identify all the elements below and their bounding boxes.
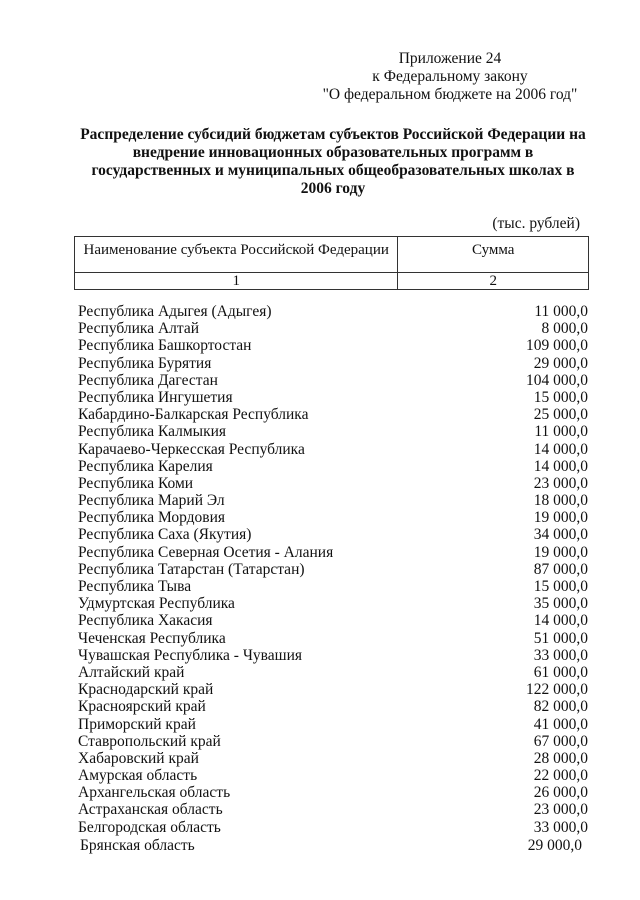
subject-amount: 19 000,0 xyxy=(533,543,588,561)
table-row xyxy=(78,406,588,423)
table-row xyxy=(78,389,588,406)
column-header-subject: Наименование субъекта Российской Федерации xyxy=(75,237,398,273)
subject-name: Республика Калмыкия xyxy=(78,423,227,441)
table-row xyxy=(78,750,588,767)
table-row xyxy=(78,320,588,337)
subject-name: Хабаровский край xyxy=(78,749,199,767)
subject-name: Архангельская область xyxy=(78,784,231,802)
subject-name: Республика Алтай xyxy=(78,320,200,338)
subject-name: Удмуртская Республика xyxy=(78,595,235,613)
subject-name: Республика Мордовия xyxy=(78,509,226,527)
table-row xyxy=(78,355,588,372)
subject-name: Республика Ингушетия xyxy=(78,388,233,406)
table-row xyxy=(78,544,588,561)
subject-amount: 109 000,0 xyxy=(526,337,588,355)
column-number-row xyxy=(75,273,589,290)
subject-amount: 41 000,0 xyxy=(533,715,588,733)
table-row xyxy=(78,337,588,354)
table-row xyxy=(78,716,588,733)
table-header-row xyxy=(75,237,589,273)
subject-amount: 11 000,0 xyxy=(534,303,588,320)
subject-name: Белгородская область xyxy=(78,818,221,836)
subject-amount: 14 000,0 xyxy=(533,612,588,630)
table-row xyxy=(78,767,588,784)
subject-name: Брянская область xyxy=(80,836,195,854)
subject-amount: 51 000,0 xyxy=(533,629,588,647)
table-row xyxy=(78,837,588,854)
title-line-3: государственных и муниципальных общеобразовательных школах в xyxy=(91,162,575,179)
subject-name: Республика Башкортостан xyxy=(78,337,252,355)
subject-name: Амурская область xyxy=(78,767,198,785)
subject-amount: 11 000,0 xyxy=(534,423,588,441)
subject-amount: 29 000,0 xyxy=(527,836,582,854)
table-row xyxy=(78,423,588,440)
subject-amount: 122 000,0 xyxy=(526,681,588,699)
subject-amount: 29 000,0 xyxy=(533,354,588,372)
subject-amount: 14 000,0 xyxy=(533,457,588,475)
subject-name: Ставропольский край xyxy=(78,732,221,750)
table-row xyxy=(78,509,588,526)
subject-name: Краснодарский край xyxy=(78,681,214,699)
subject-name: Кабардино-Балкарская Республика xyxy=(78,406,309,424)
subject-name: Республика Саха (Якутия) xyxy=(78,526,252,544)
column-number-1: 1 xyxy=(75,273,398,290)
table-row xyxy=(78,664,588,681)
table-row xyxy=(78,733,588,750)
subject-name: Республика Татарстан (Татарстан) xyxy=(78,560,305,578)
table-row xyxy=(78,595,588,612)
subject-amount: 104 000,0 xyxy=(526,371,588,389)
title-line-2: внедрение инновационных образовательных программ в xyxy=(132,144,534,161)
subject-amount: 82 000,0 xyxy=(533,698,588,716)
subject-name: Республика Карелия xyxy=(78,457,213,475)
table-row xyxy=(78,578,588,595)
subject-amount: 23 000,0 xyxy=(533,801,588,819)
table-row xyxy=(78,561,588,578)
table-header xyxy=(74,236,589,290)
subject-amount: 25 000,0 xyxy=(533,406,588,424)
subject-amount: 14 000,0 xyxy=(533,440,588,458)
document-title xyxy=(78,126,588,198)
table-row xyxy=(78,303,588,320)
subject-name: Карачаево-Черкесская Республика xyxy=(78,440,305,458)
subject-name: Красноярский край xyxy=(78,698,206,716)
subject-name: Республика Хакасия xyxy=(78,612,213,630)
table-row xyxy=(78,475,588,492)
subject-name: Республика Бурятия xyxy=(78,354,212,372)
units-label: (тыс. рублей) xyxy=(492,215,580,232)
column-header-amount: Сумма xyxy=(398,237,589,273)
table-row xyxy=(78,647,588,664)
subject-name: Республика Северная Осетия - Алания xyxy=(78,543,334,561)
table-row xyxy=(78,681,588,698)
subject-amount: 19 000,0 xyxy=(533,509,588,527)
subject-name: Республика Адыгея (Адыгея) xyxy=(78,303,272,320)
table-row xyxy=(78,441,588,458)
subject-name: Приморский край xyxy=(78,715,196,733)
subject-amount: 61 000,0 xyxy=(533,663,588,681)
table-row xyxy=(78,372,588,389)
table-row xyxy=(78,612,588,629)
title-line-4: 2006 году xyxy=(300,180,366,197)
subject-amount: 23 000,0 xyxy=(533,474,588,492)
subject-amount: 35 000,0 xyxy=(533,595,588,613)
table-body xyxy=(78,303,588,854)
appendix-law-title: "О федеральном бюджете на 2006 год" xyxy=(322,86,578,103)
table-row xyxy=(78,801,588,818)
subject-amount: 67 000,0 xyxy=(533,732,588,750)
subject-amount: 33 000,0 xyxy=(533,646,588,664)
subject-amount: 18 000,0 xyxy=(533,492,588,510)
table-row xyxy=(78,819,588,836)
table-row xyxy=(78,458,588,475)
subject-amount: 15 000,0 xyxy=(533,388,588,406)
subject-name: Чеченская Республика xyxy=(78,629,226,647)
table-row xyxy=(78,492,588,509)
subject-name: Чувашская Республика - Чувашия xyxy=(78,646,303,664)
subject-amount: 8 000,0 xyxy=(541,320,588,338)
subject-name: Республика Коми xyxy=(78,474,194,492)
subject-amount: 87 000,0 xyxy=(533,560,588,578)
subject-name: Республика Дагестан xyxy=(78,371,218,389)
subject-amount: 15 000,0 xyxy=(533,578,588,595)
table-row xyxy=(78,630,588,647)
column-number-2: 2 xyxy=(398,273,589,290)
table-row xyxy=(78,526,588,543)
appendix-reference xyxy=(300,50,600,104)
subject-amount: 34 000,0 xyxy=(533,526,588,544)
subject-name: Республика Марий Эл xyxy=(78,492,225,510)
title-line-1: Распределение субсидий бюджетам субъектов Российской Федерации на xyxy=(80,126,586,143)
table-row xyxy=(78,784,588,801)
subject-name: Республика Тыва xyxy=(78,578,192,595)
subject-amount: 33 000,0 xyxy=(533,818,588,836)
subject-name: Астраханская область xyxy=(78,801,223,819)
appendix-number: Приложение 24 xyxy=(398,50,502,67)
appendix-law: к Федеральному закону xyxy=(372,68,528,85)
subject-name: Алтайский край xyxy=(78,663,185,681)
subject-amount: 28 000,0 xyxy=(533,749,588,767)
subject-amount: 22 000,0 xyxy=(533,767,588,785)
subject-amount: 26 000,0 xyxy=(533,784,588,802)
table-row xyxy=(78,698,588,715)
